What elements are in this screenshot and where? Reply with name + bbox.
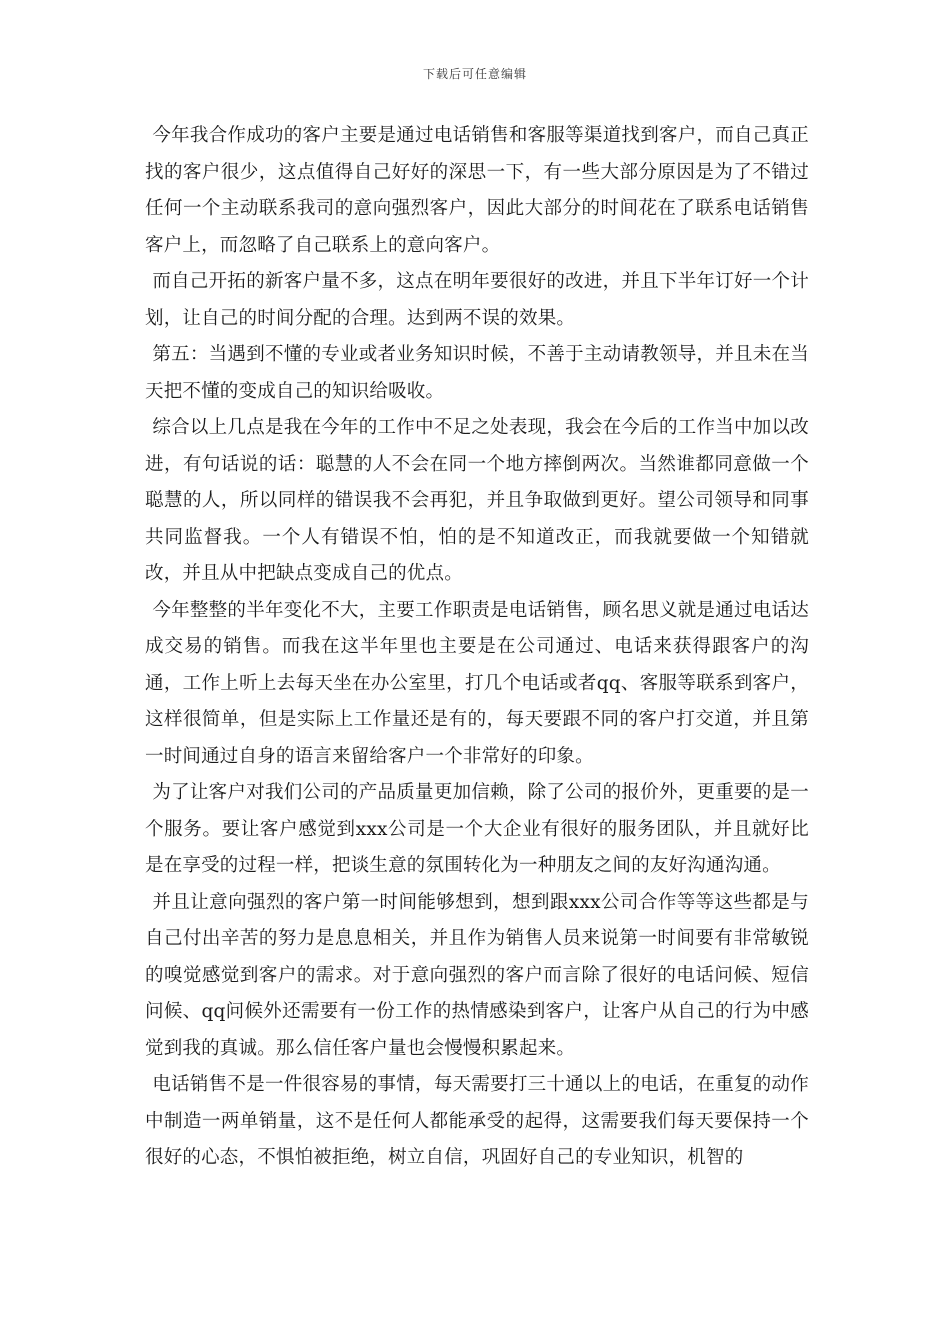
paragraph-8: 电话销售不是一件很容易的事情，每天需要打三十通以上的电话，在重复的动作中制造一两单销量，这不是任何人都能承受的起得，这需要我们每天要保持一个很好的心态，不惧怕被拒绝，树立自信，巩固好自己的专业知识，机智的 bbox=[145, 1074, 809, 1168]
page-header: 下载后可任意编辑 bbox=[422, 67, 527, 81]
paragraph-2: 而自己开拓的新客户量不多，这点在明年要很好的改进，并且下半年订好一个计划，让自己的时间分配的合理。达到两不误的效果。 bbox=[145, 271, 809, 329]
paragraph-1: 今年我合作成功的客户主要是通过电话销售和客服等渠道找到客户，而自己真正找的客户很少，这点值得自己好好的深思一下，有一些大部分原因是为了不错过任何一个主动联系我司的意向强烈客户，因此大部分的时间花在了联系电话销售客户上，而忽略了自己联系上的意向客户。 bbox=[145, 125, 809, 256]
paragraph-4: 综合以上几点是我在今年的工作中不足之处表现，我会在今后的工作当中加以改进，有句话说的话：聪慧的人不会在同一个地方摔倒两次。当然谁都同意做一个聪慧的人，所以同样的错误我不会再犯，并且争取做到更好。望公司领导和同事共同监督我。一个人有错误不怕，怕的是不知道改正，而我就要做一个知错就改，并且从中把缺点变成自己的优点。 bbox=[145, 417, 809, 584]
paragraph-7: 并且让意向强烈的客户第一时间能够想到，想到跟xxx公司合作等等这些都是与自己付出辛苦的努力是息息相关，并且作为销售人员来说第一时间要有非常敏锐的嗅觉感觉到客户的需求。对于意向强烈的客户而言除了很好的电话问候、短信问候、qq问候外还需要有一份工作的热情感染到客户，让客户从自己的行为中感觉到我的真诚。那么信任客户量也会慢慢积累起来。 bbox=[145, 891, 809, 1059]
paragraph-3: 第五：当遇到不懂的专业或者业务知识时候，不善于主动请教领导，并且未在当天把不懂的变成自己的知识给吸收。 bbox=[145, 344, 809, 402]
paragraph-5: 今年整整的半年变化不大，主要工作职责是电话销售，顾名思义就是通过电话达成交易的销售。而我在这半年里也主要是在公司通过、电话来获得跟客户的沟通，工作上听上去每天坐在办公室里，打几个电话或者qq、客服等联系到客户，这样很简单，但是实际上工作量还是有的，每天要跟不同的客户打交道，并且第一时间通过自身的语言来留给客户一个非常好的印象。 bbox=[145, 599, 809, 767]
document-body bbox=[145, 118, 809, 1177]
paragraph-6: 为了让客户对我们公司的产品质量更加信赖，除了公司的报价外，更重要的是一个服务。要让客户感觉到xxx公司是一个大企业有很好的服务团队，并且就好比是在享受的过程一样，把谈生意的氛围转化为一种朋友之间的友好沟通沟通。 bbox=[145, 782, 809, 876]
